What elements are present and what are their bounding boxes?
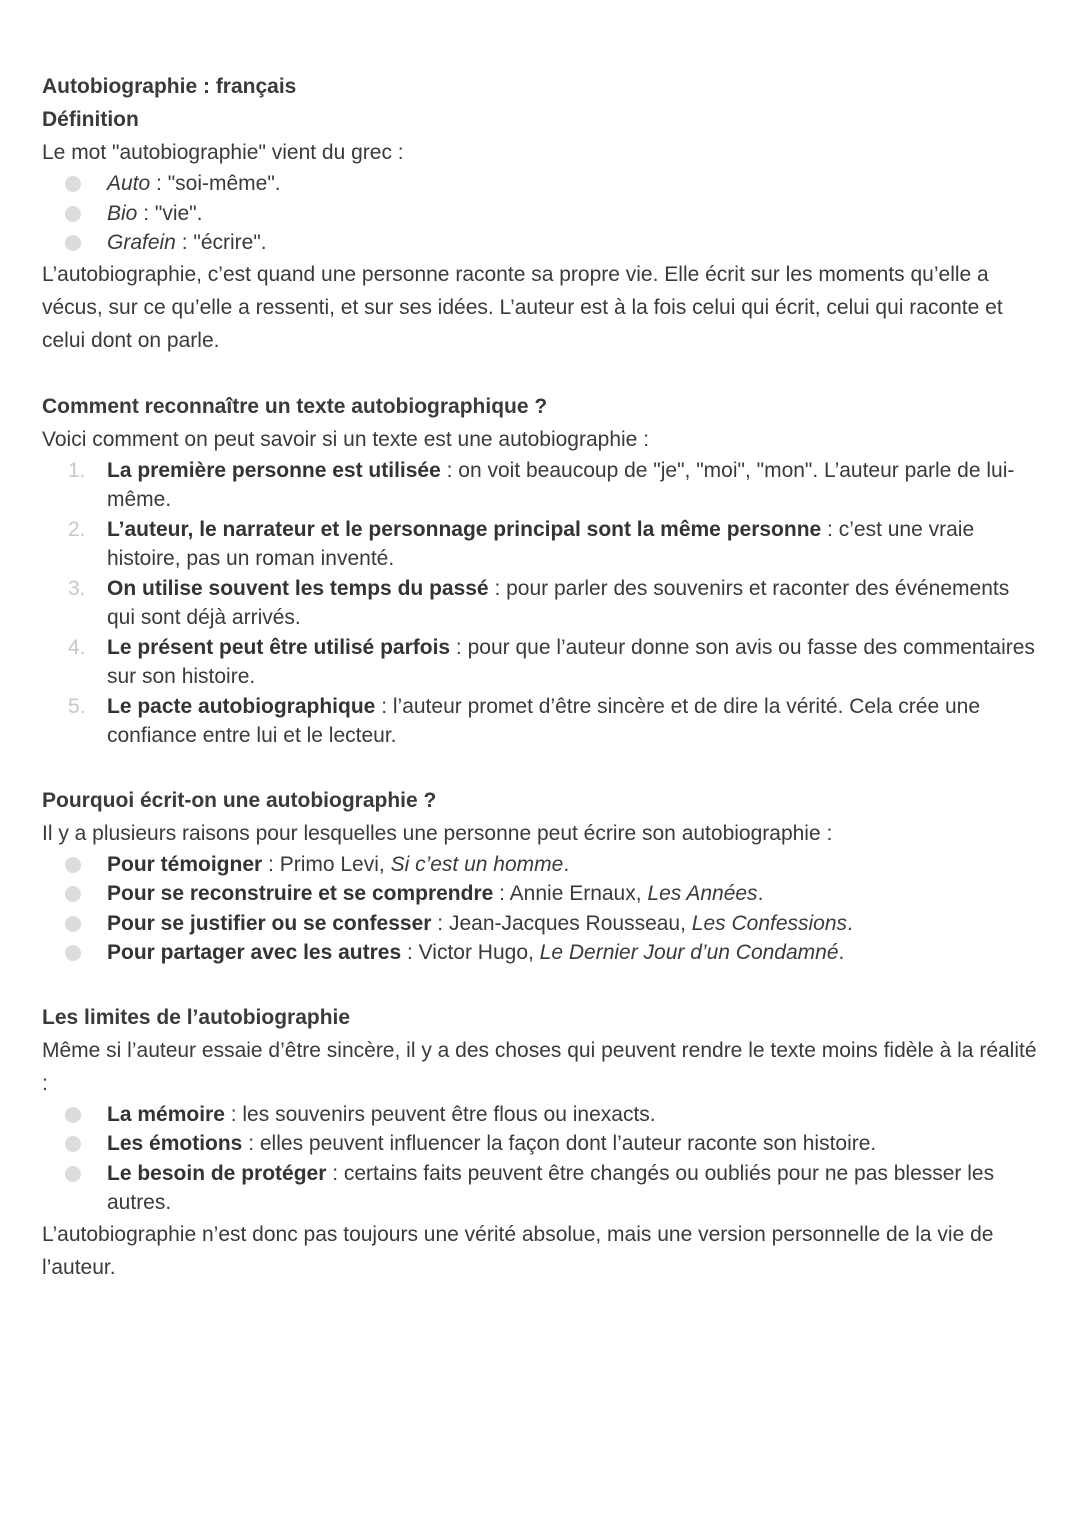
section-outro: L’autobiographie, c’est quand une personne raconte sa propre vie. Elle écrit sur les moments qu’elle a vécus, sur ce qu’elle a ressenti, et sur ses idées. L’auteur est à la fois celui qui écrit, celui qui raconte et celui dont on parle. (42, 262, 1003, 352)
criterion-text: : l’auteur promet d’être sincère et de dire la vérité. Cela crée une confiance entre lui et le lecteur. (107, 694, 981, 747)
reasons-list (42, 850, 1042, 968)
punctuation: . (563, 852, 570, 876)
bullet-icon (65, 235, 81, 251)
limits-list (42, 1100, 1042, 1218)
term-meaning: : "vie". (137, 201, 203, 225)
punctuation: . (847, 911, 853, 935)
term-meaning: : "soi-même". (150, 172, 281, 195)
punctuation: . (757, 882, 764, 905)
document-title: Autobiographie : français (42, 75, 297, 98)
list-number: 4. (68, 635, 86, 659)
limit-text: : elles peuvent influencer la façon dont l’auteur raconte son histoire. (242, 1132, 877, 1155)
greek-term: Bio (107, 201, 138, 225)
reason-author: : Primo Levi, (262, 852, 391, 876)
criterion-title: La première personne est utilisée (107, 458, 441, 482)
list-number: 2. (68, 517, 86, 541)
book-title: Les Années (647, 882, 758, 905)
limit-title: Les émotions (107, 1132, 243, 1155)
bullet-icon (65, 886, 81, 902)
bullet-icon (65, 1107, 81, 1123)
bullet-icon (65, 1166, 81, 1182)
section-intro: Le mot "autobiographie" vient du grec : (42, 141, 404, 164)
criterion-text: : pour que l’auteur donne son avis ou fasse des commentaires sur son histoire. (107, 635, 1035, 688)
greek-term: Auto (107, 172, 151, 195)
criterion-text: : on voit beaucoup de "je", "moi", "mon". L’auteur parle de lui-même. (107, 458, 1015, 511)
criterion-title: Le présent peut être utilisé parfois (107, 635, 451, 659)
book-title: Si c’est un homme (390, 852, 564, 876)
bullet-icon (65, 857, 81, 873)
list-item (42, 879, 1042, 909)
list-number: 1. (68, 458, 86, 482)
section-heading: Pourquoi écrit-on une autobiographie ? (42, 788, 437, 812)
section-outro: L’autobiographie n’est donc pas toujours une vérité absolue, mais une version personnelle de la vie de l’auteur. (42, 1222, 994, 1279)
criterion-title: Le pacte autobiographique (107, 694, 376, 718)
list-number: 5. (68, 694, 86, 718)
bullet-icon (65, 206, 81, 222)
reason-title: Pour se reconstruire et se comprendre (107, 882, 494, 905)
reason-title: Pour se justifier ou se confesser (107, 911, 432, 935)
section-why (42, 784, 1042, 968)
criteria-list (42, 456, 1042, 751)
document-page (42, 70, 1042, 1284)
limit-title: La mémoire (107, 1102, 225, 1126)
list-item (42, 574, 1042, 633)
list-item (42, 456, 1042, 515)
section-limits (42, 1001, 1042, 1284)
limit-title: Le besoin de protéger (107, 1161, 327, 1185)
reason-title: Pour partager avec les autres (107, 941, 402, 964)
list-number: 3. (68, 576, 86, 600)
section-recognize (42, 390, 1042, 751)
section-heading: Les limites de l’autobiographie (42, 1005, 351, 1029)
list-item (42, 1100, 1042, 1130)
section-definition (42, 103, 1042, 357)
bullet-icon (65, 176, 81, 192)
reason-author: : Jean-Jacques Rousseau, (431, 911, 692, 935)
list-item (42, 692, 1042, 751)
section-heading: Définition (42, 108, 139, 131)
limit-text: : certains faits peuvent être changés ou oubliés pour ne pas blesser les autres. (107, 1161, 995, 1214)
reason-author: : Annie Ernaux, (493, 882, 648, 905)
book-title: Le Dernier Jour d’un Condamné (539, 941, 839, 964)
list-item (42, 169, 1042, 199)
section-intro: Voici comment on peut savoir si un texte est une autobiographie : (42, 427, 650, 451)
punctuation: . (838, 941, 845, 964)
list-item (42, 228, 1042, 258)
list-item (42, 1129, 1042, 1159)
criterion-text: : c’est une vraie histoire, pas un roman inventé. (107, 517, 975, 570)
section-intro: Il y a plusieurs raisons pour lesquelles une personne peut écrire son autobiographie : (42, 821, 833, 845)
section-intro: Même si l’auteur essaie d’être sincère, il y a des choses qui peuvent rendre le texte moins fidèle à la réalité : (42, 1038, 1037, 1095)
reason-title: Pour témoigner (107, 852, 263, 876)
list-item (42, 199, 1042, 229)
criterion-title: L’auteur, le narrateur et le personnage principal sont la même personne (107, 517, 822, 541)
greek-term: Grafein (107, 231, 176, 254)
section-heading: Comment reconnaître un texte autobiographique ? (42, 394, 548, 418)
list-item (42, 938, 1042, 968)
bullet-icon (65, 945, 81, 961)
bullet-icon (65, 916, 81, 932)
etymology-list (42, 169, 1042, 258)
criterion-text: : pour parler des souvenirs et raconter des événements qui sont déjà arrivés. (107, 576, 1010, 629)
list-item (42, 1159, 1042, 1218)
list-item (42, 515, 1042, 574)
reason-author: : Victor Hugo, (401, 941, 540, 964)
bullet-icon (65, 1136, 81, 1152)
list-item (42, 633, 1042, 692)
criterion-title: On utilise souvent les temps du passé (107, 576, 489, 600)
list-item (42, 850, 1042, 880)
limit-text: : les souvenirs peuvent être flous ou inexacts. (224, 1102, 656, 1126)
book-title: Les Confessions (691, 911, 848, 935)
term-meaning: : "écrire". (175, 231, 267, 254)
list-item (42, 909, 1042, 939)
